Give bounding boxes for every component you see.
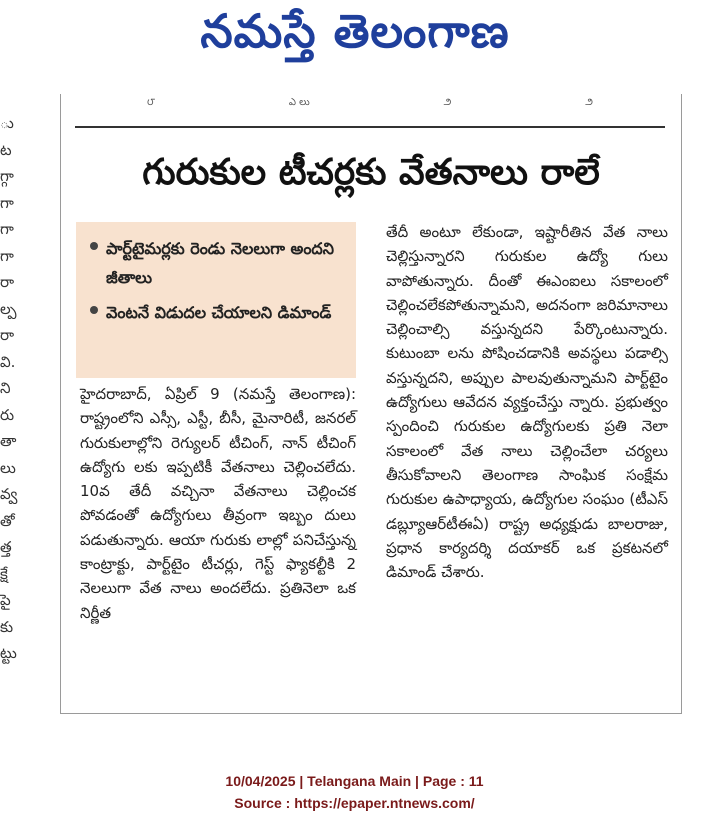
bullet-icon <box>90 306 98 314</box>
fragment-line: రా <box>0 326 15 344</box>
article-body-right-column: తేదీ అంటూ లేకుండా, ఇష్టారీతిన వేత నాలు చెల్లిస్తున్నారని గురుకుల ఉద్యో గులు వాపోతున్నారు. దీంతో ఈఎంఐలు సకాలంలో చెల్లించలేకపోతున్నామని, అదనంగా జరిమానాలు చెల్లించాల్సి వస్తున్నదని పేర్కొంటున్నారు. కుటుంబా లను పోషించడానికి అవస్థలు పడాల్సి వస్తున్నదని, అప్పుల పాలవుతున్నామని పార్ట్‌టైం ఉద్యోగులు ఆవేదన వ్యక్తంచేస్తు న్నారు. ప్రభుత్వం స్పందించి గురుకుల ఉద్యోగులకు ప్రతి నెలా సకాలంలో వేత నాలు చెల్లించేలా చర్యలు తీసుకోవాలని తెలంగాణ సాంఘిక సంక్షేమ గురుకుల ఉపాధ్యాయ, ఉద్యోగుల సంఘం (టీఎస్ డబ్ల్యూఆర్‌టీఈఏ) రాష్ట్ర అధ్యక్షుడు బాలరాజు, ప్రధాన కార్యదర్శి దయాకర్ ఒక ప్రకటనలో డిమాండ్ చేశారు. <box>386 223 668 582</box>
fragment-line: గా <box>0 193 14 212</box>
highlights-box <box>76 222 356 378</box>
fragment-line: తా <box>0 432 17 450</box>
fragment-text: ౮ <box>146 97 155 108</box>
fragment-text: ౨ <box>585 97 594 108</box>
highlight-item <box>86 234 346 292</box>
fragment-text: ౨ <box>443 97 452 108</box>
highlight-text: వెంటనే విడుదల చేయాలని డిమాండ్ <box>106 303 332 322</box>
fragment-line: గ్గా <box>0 167 14 185</box>
fragment-line: వి. <box>0 352 16 371</box>
article-body-left-column: హైదరాబాద్, ఏప్రిల్ 9 (నమస్తే తెలంగాణ): రాష్ట్రంలోని ఎస్సీ, ఎస్టీ, బీసీ, మైనారిటీ, జనరల్ గురుకులాల్లోని రెగ్యులర్ టీచింగ్, నాన్ టీచింగ్ ఉద్యోగు లకు ఇప్పటికీ వేతనాలు చెల్లించలేదు. 10వ తేదీ వచ్చినా వేతనాలు చెల్లించక పోవడంతో ఉద్యోగులు తీవ్రంగా ఇబ్బం దులు పడుతున్నారు. ఆయా గురుకు లాల్లో పనిచేస్తున్న కాంట్రాక్టు, పార్ట్‌టైం టీచర్లు, గెస్ట్ ఫ్యాకల్టీకి 2 నెలలుగా వేత నాలు అందలేదు. ప్రతినెలా ఒక నిర్ణీత <box>80 385 356 622</box>
source-footer <box>0 770 709 814</box>
bullet-icon <box>90 242 98 250</box>
cut-header-fragments <box>80 96 660 112</box>
fragment-line: కు <box>0 617 14 636</box>
fragment-line: ు <box>0 114 14 132</box>
fragment-line: రు <box>0 405 15 424</box>
article-headline: గురుకుల టీచర్లకు వేతనాలు రాలే <box>142 152 600 193</box>
fragment-line: గా <box>0 246 14 265</box>
fragment-line: ట్టు <box>0 644 17 662</box>
fragment-line: ట <box>0 140 12 159</box>
fragment-line: ల్ప <box>0 299 17 318</box>
newspaper-masthead: నమస్తే తెలంగాణ <box>200 4 510 58</box>
clipping-rule <box>75 126 665 128</box>
fragment-line: లు <box>0 458 16 477</box>
fragment-line: గా <box>0 220 14 238</box>
fragment-line: ని <box>0 379 11 397</box>
fragment-line: వ్వ <box>0 485 18 503</box>
adjacent-column-fragment <box>0 110 22 667</box>
edition-info: 10/04/2025 | Telangana Main | Page : 11 <box>225 773 484 789</box>
fragment-line: పై <box>0 591 11 609</box>
fragment-line: క్షే <box>0 564 8 583</box>
fragment-line: త్త <box>0 538 12 556</box>
source-link[interactable]: Source : https://epaper.ntnews.com/ <box>234 795 475 811</box>
highlight-item <box>86 298 346 327</box>
fragment-text: ఎ లు <box>288 97 310 108</box>
fragment-line: తో <box>0 511 15 530</box>
fragment-line: రా <box>0 273 15 291</box>
highlight-text: పార్ట్‌టైమర్లకు రెండు నెలలుగా అందని జీతాలు <box>106 239 334 287</box>
